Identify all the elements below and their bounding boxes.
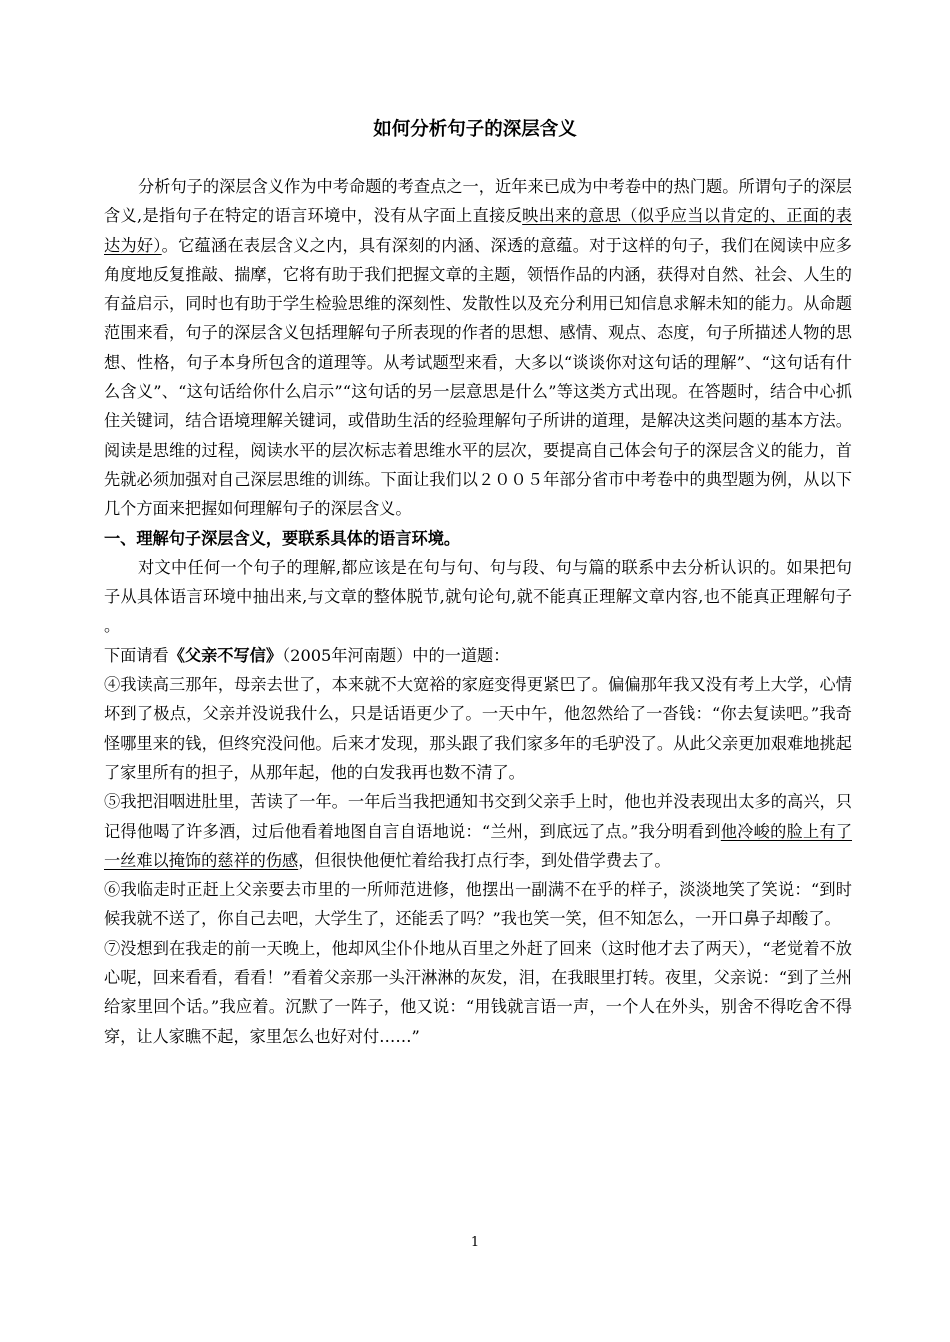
section-heading: 一、理解句子深层含义，要联系具体的语言环境。 [104, 528, 461, 548]
intro-text-continued: 。它蕴涵在表层含义之内，具有深刻的内涵、深透的意蕴。对于这样的句子，我们在阅读中应多角度地反复推敲、揣摩，它将有助于我们把握文章的主题，领悟作品的内涵，获得对自然、社会、人生的有益启示，同时也有助于学生检验思维的深刻性、发散性以及充分利用已知信息求解未知的能力。从命题范围来看，句子的深层含义包括理解句子所表现的作者的思想、感情、观点、态度，句子所描述人物的思想、性格，句子本身所包含的道理等。从考试题型来看，大多以“谈谈你对这句话的理解”、“这句话有什么含义”、“这句话给你什么启示”“这句话的另一层意思是什么”等这类方式出现。在答题时，结合中心抓住关键词，结合语境理解关键词，或借助生活的经验理解句子所讲的道理，是解决这类问题的基本方法。阅读是思维的过程，阅读水平的层次标志着思维水平的层次，要提高自己体会句子的深层含义的能力，首先就必须加强对自己深层思维的训练。下面让我们以２００５年部分省市中考卷中的典型题为例，从以下几个方面来把握如何理解句子的深层含义。 [104, 235, 852, 519]
example-intro [104, 641, 852, 670]
underlined-phrase: 映出来的意思（似乎应当以肯定的、正面的表达为好） [104, 206, 852, 255]
passage-paragraph-6: ⑥我临走时正赶上父亲要去市里的一所师范进修，他摆出一副满不在乎的样子，淡淡地笑了笑说：“到时候我就不送了，你自己去吧，大学生了，还能丢了吗？”我也笑一笑，但不知怎么，一开口鼻子却酸了。 [104, 880, 852, 929]
section-paragraph: 对文中任何一个句子的理解,都应该是在句与句、句与段、句与篇的联系中去分析认识的。如果把句子从具体语言环境中抽出来,与文章的整体脱节,就句论句,就不能真正理解文章内容,也不能真正理解句子 。 [104, 557, 852, 636]
work-title: 《父亲不写信》 [168, 645, 283, 665]
passage-paragraph-5 [104, 787, 852, 875]
document-body [104, 172, 852, 1051]
document-title: 如何分析句子的深层含义 [373, 119, 577, 140]
underlined-sentence: 他冷峻的脸上有了一丝难以掩饰的慈祥的伤感 [104, 821, 853, 870]
passage-5-text: ⑤我把泪咽进肚里，苦读了一年。一年后当我把通知书交到父亲手上时，他也并没表现出太多的高兴，只记得他喝了许多酒，过后他看着地图自言自语地说：“兰州，到底远了点。”我分明看到 [104, 792, 852, 841]
example-pre: 下面请看 [104, 645, 169, 665]
intro-text: 分析句子的深层含义作为中考命题的考查点之一，近年来已成为中考卷中的热门题。所谓句子的深层含义,是指句子在特定的语言环境中，没有从字面上直接反 [104, 177, 852, 226]
intro-paragraph [104, 172, 852, 524]
example-post: （2005年河南题）中的一道题： [282, 645, 510, 665]
page-number: 1 [470, 1235, 480, 1250]
passage-paragraph-4: ④我读高三那年，母亲去世了，本来就不大宽裕的家庭变得更紧巴了。偏偏那年我又没有考上大学，心情坏到了极点，父亲并没说我什么，只是话语更少了。一天中午，他忽然给了一沓钱：“你去复读吧。”我奇怪哪里来的钱，但终究没问他。后来才发现，那头跟了我们家多年的毛驴没了。从此父亲更加艰难地挑起了家里所有的担子，从那年起，他的白发我再也数不清了。 [104, 675, 852, 782]
passage-5-text-continued: ，但很快他便忙着给我打点行李，到处借学费去了。 [298, 850, 671, 870]
passage-paragraph-7: ⑦没想到在我走的前一天晚上，他却风尘仆仆地从百里之外赶了回来（这时他才去了两天），“老觉着不放心呢，回来看看，看看！”看着父亲那一头汗淋淋的灰发，泪，在我眼里打转。夜里，父亲说：“到了兰州给家里回个话。”我应着。沉默了一阵子，他又说：“用钱就言语一声，一个人在外头，别舍不得吃舍不得穿，让人家瞧不起，家里怎么也好对付……” [104, 938, 852, 1046]
